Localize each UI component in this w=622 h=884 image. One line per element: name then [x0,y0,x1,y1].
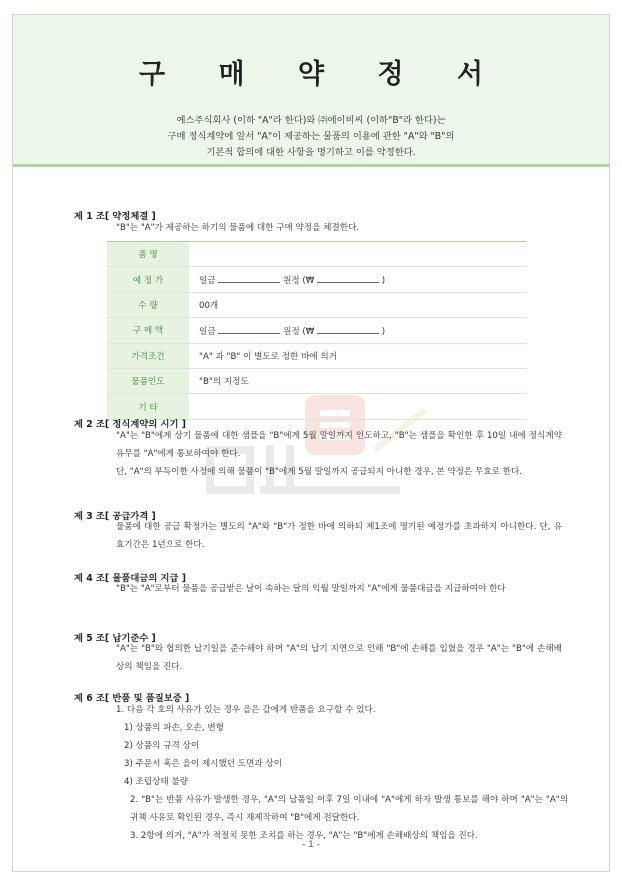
intro-line: 기본적 합의에 대한 사항을 명기하고 이를 약정한다. [206,147,416,158]
intro-line: 구매 정식계약에 앞서 "A"이 제공하는 물품의 이용에 관한 "A"와 "B"의 [167,131,455,142]
article-4-body: "B"는 "A"로부터 물품을 공급받은 날이 속하는 달의 익월 말일까지 "A"에게 물품대금을 지급하여야 한다 [116,584,506,594]
header-divider [13,164,609,167]
row-label-other: 기 타 [107,394,189,419]
row-label-price-terms: 가격조건 [107,343,189,368]
article-5-body: "A"는 "B"와 협의한 납기일을 준수해야 하며 "A"의 납기 지연으로 인해 "B"에 손해를 입혔을 경우 "A"는 "B"에 손해배상의 책임을 진다. [116,644,562,672]
won-blank [317,324,379,334]
intro-paragraph [13,113,609,161]
list-item: 2. "B"는 반품 사유가 발생한 경우, "A"의 납품일 이후 7일 이내에 "A"에게 하자 발생 통보를 해야 하며 "A"는 "A"의 귀책 사유로 확인된 경우, 즉시 재제작하여 "B"에게 전달한다. [130,795,568,823]
page-number: - 1 - [302,840,320,850]
document-title: 구 매 약 정 서 [138,59,505,90]
row-value-price-terms: "A" 과 "B" 이 별도로 정한 바에 의거 [189,343,527,368]
row-label-quantity: 수 량 [107,292,189,317]
amount-end: ) [381,276,386,287]
won-blank [317,273,379,283]
article-1-title: 제 1 조[ 약정체결 ] [74,211,156,222]
article-6-title: 제 6 조[ 반품 및 품질보증 ] [74,693,190,704]
table-row [107,343,527,368]
amount-prefix: 일금 [199,326,216,337]
row-value-item-name [189,242,527,267]
article-6-list [116,701,568,845]
intro-line: 예스주식회사 (이하 "A"라 한다)와 ㈜에이비씨 (이하"B"라 한다)는 [176,115,446,126]
row-label-item-name: 품 명 [107,242,189,267]
list-item: 1. 다음 각 호의 사유가 있는 경우 을은 갑에게 반품을 요구할 수 있다. [116,705,376,715]
table-row [107,267,527,292]
amount-blank [218,273,280,283]
row-value-delivery: "B"의 지정도 [189,368,527,393]
list-subitem: 1) 상품의 파손, 오손, 변형 [124,723,224,733]
article-4-title: 제 4 조[ 물품대금의 지급 ] [74,573,186,584]
item-table [107,241,527,420]
amount-end: ) [381,326,386,337]
article-3-body: 물품에 대한 공급 확정가는 별도의 "A"와 "B"가 정한 바에 의하되 제1조에 명기된 예정가를 초과하지 아니한다. 단, 유효기간은 1년으로 한다. [116,522,562,550]
table-row [107,242,527,267]
row-value-other [189,394,527,419]
row-value-purchase-amount [189,318,527,343]
row-value-est-price [189,267,527,292]
table-row [107,368,527,393]
table-row [107,318,527,343]
amount-prefix: 일금 [199,276,216,287]
row-value-quantity: 00개 [189,292,527,317]
article-2-body-1: "A"는 "B"에게 상기 물품에 대한 샘플을 "B"에게 5월 말일까지 인도하고, "B"는 샘플을 확인한 후 10일 내에 정식계약유무를 "A"에게 통보하여야 한다. [116,431,562,459]
article-5-title: 제 5 조[ 납기준수 ] [74,633,156,644]
row-label-delivery: 물품인도 [107,368,189,393]
article-2-title: 제 2 조[ 정식계약의 시기 ] [74,419,186,430]
row-label-est-price: 예 정 가 [107,267,189,292]
list-subitem: 2) 상품의 규격 상이 [124,741,200,751]
table-row [107,292,527,317]
list-item: 3. 2항에 의거, "A"가 적절치 못한 조치를 하는 경우, "A"는 "B"에게 손해배상의 책임을 진다. [130,831,478,841]
article-1-body: "B"는 "A"가 제공하는 하기의 물품에 대한 구매 약정을 체결한다. [116,223,360,233]
article-2-body-2: 단, "A"의 부득이한 사정에 의해 물품이 "B"에게 5월 말일까지 공급되지 아니한 경우, 본 약정은 무효로 한다. [116,467,522,477]
list-subitem: 4) 조립상태 불량 [124,777,189,787]
list-subitem: 3) 주문서 혹은 을이 제시했던 도면과 상이 [124,759,283,769]
article-3-title: 제 3 조[ 공급가격 ] [74,511,156,522]
amount-blank [218,324,280,334]
row-label-purchase-amount: 구 매 액 [107,318,189,343]
amount-mid: 원정 (₩ [283,326,315,337]
amount-mid: 원정 (₩ [283,276,315,287]
